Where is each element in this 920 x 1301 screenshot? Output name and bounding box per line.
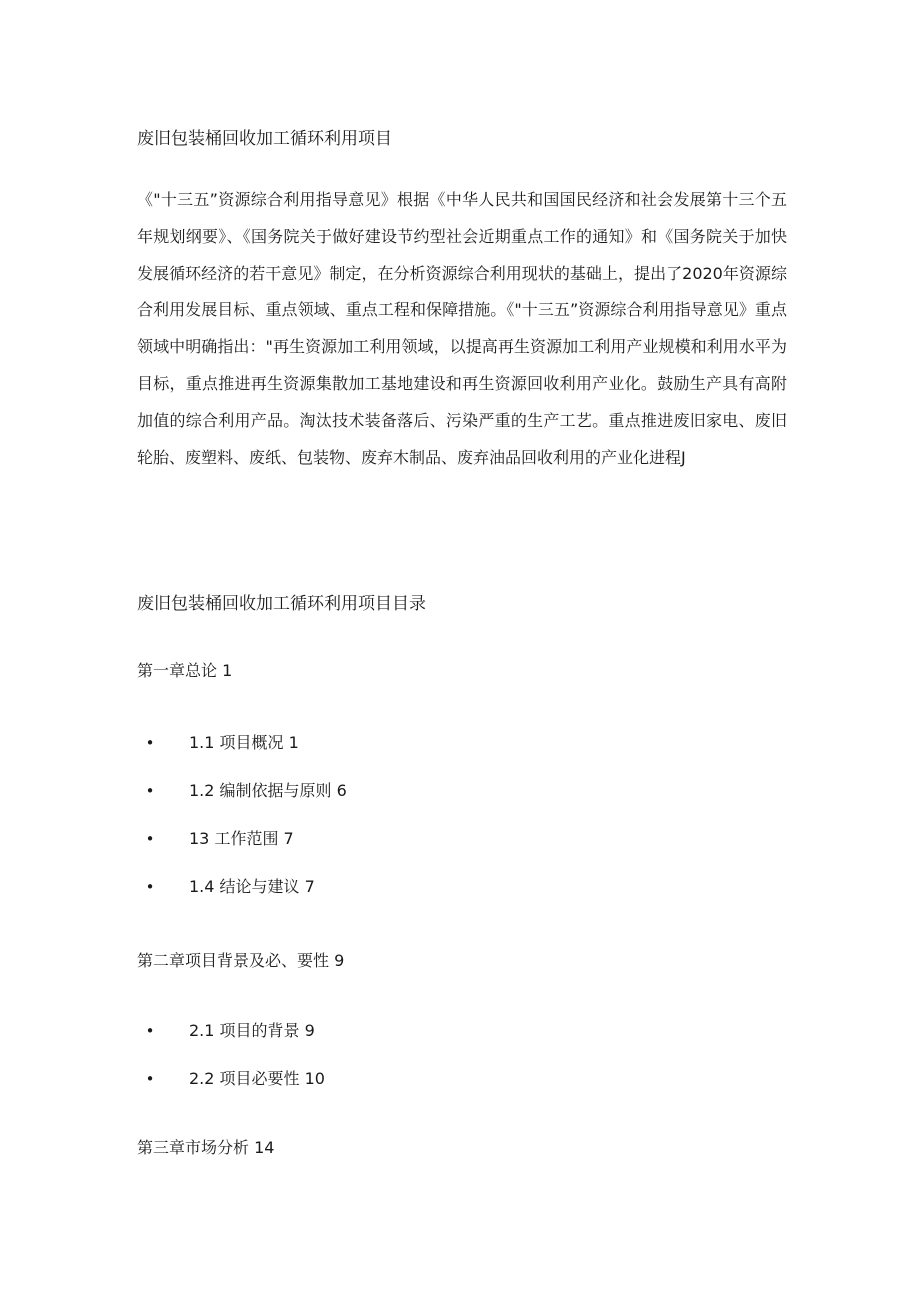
toc-item-label: 1.4 结论与建议 7	[189, 877, 315, 896]
intro-paragraph: 《"十三五”资源综合利用指导意见》根据《中华人民共和国国民经济和社会发展第十三个五年规划纲要》、《国务院关于做好建设节约型社会近期重点工作的通知》和《国务院关于加快发展循环经济的若干意见》制定，在分析资源综合利用现状的基础上，提出了2020年资源综合利用发展目标、重点领域、重点工程和保障措施。《"十三五”资源综合利用指导意见》重点领域中明确指出："再生资源加工利用领域，以提高再生资源加工利用产业规模和利用水平为目标，重点推进再生资源集散加工基地建设和再生资源回收利用产业化。鼓励生产具有高附加值的综合利用产品。淘汰技术装备落后、污染严重的生产工艺。重点推进废旧家电、废旧轮胎、废塑料、废纸、包装物、废弃木制品、废弃油品回收利用的产业化进程J	[137, 190, 787, 467]
bullet-icon: •	[145, 830, 155, 848]
bullet-icon: •	[145, 1022, 155, 1040]
toc-chapter-2: 第二章项目背景及必、要性 9	[137, 951, 345, 970]
bullet-icon: •	[145, 878, 155, 896]
bullet-icon: •	[145, 782, 155, 800]
toc-item-label: 2.1 项目的背景 9	[189, 1021, 315, 1040]
toc-item-label: 1.1 项目概况 1	[189, 733, 299, 752]
toc-item-label: 2.2 项目必要性 10	[189, 1069, 325, 1088]
toc-chapter-1: 第一章总论 1	[137, 661, 233, 680]
toc-chapter-3: 第三章市场分析 14	[137, 1138, 275, 1157]
toc-item-label: 1.2 编制依据与原则 6	[189, 781, 347, 800]
bullet-icon: •	[145, 1070, 155, 1088]
bullet-icon: •	[145, 734, 155, 752]
toc-item-label: 13 工作范围 7	[189, 829, 294, 848]
toc-title: 废旧包装桶回收加工循环利用项目目录	[137, 594, 426, 614]
document-title: 废旧包装桶回收加工循环利用项目	[137, 129, 392, 149]
